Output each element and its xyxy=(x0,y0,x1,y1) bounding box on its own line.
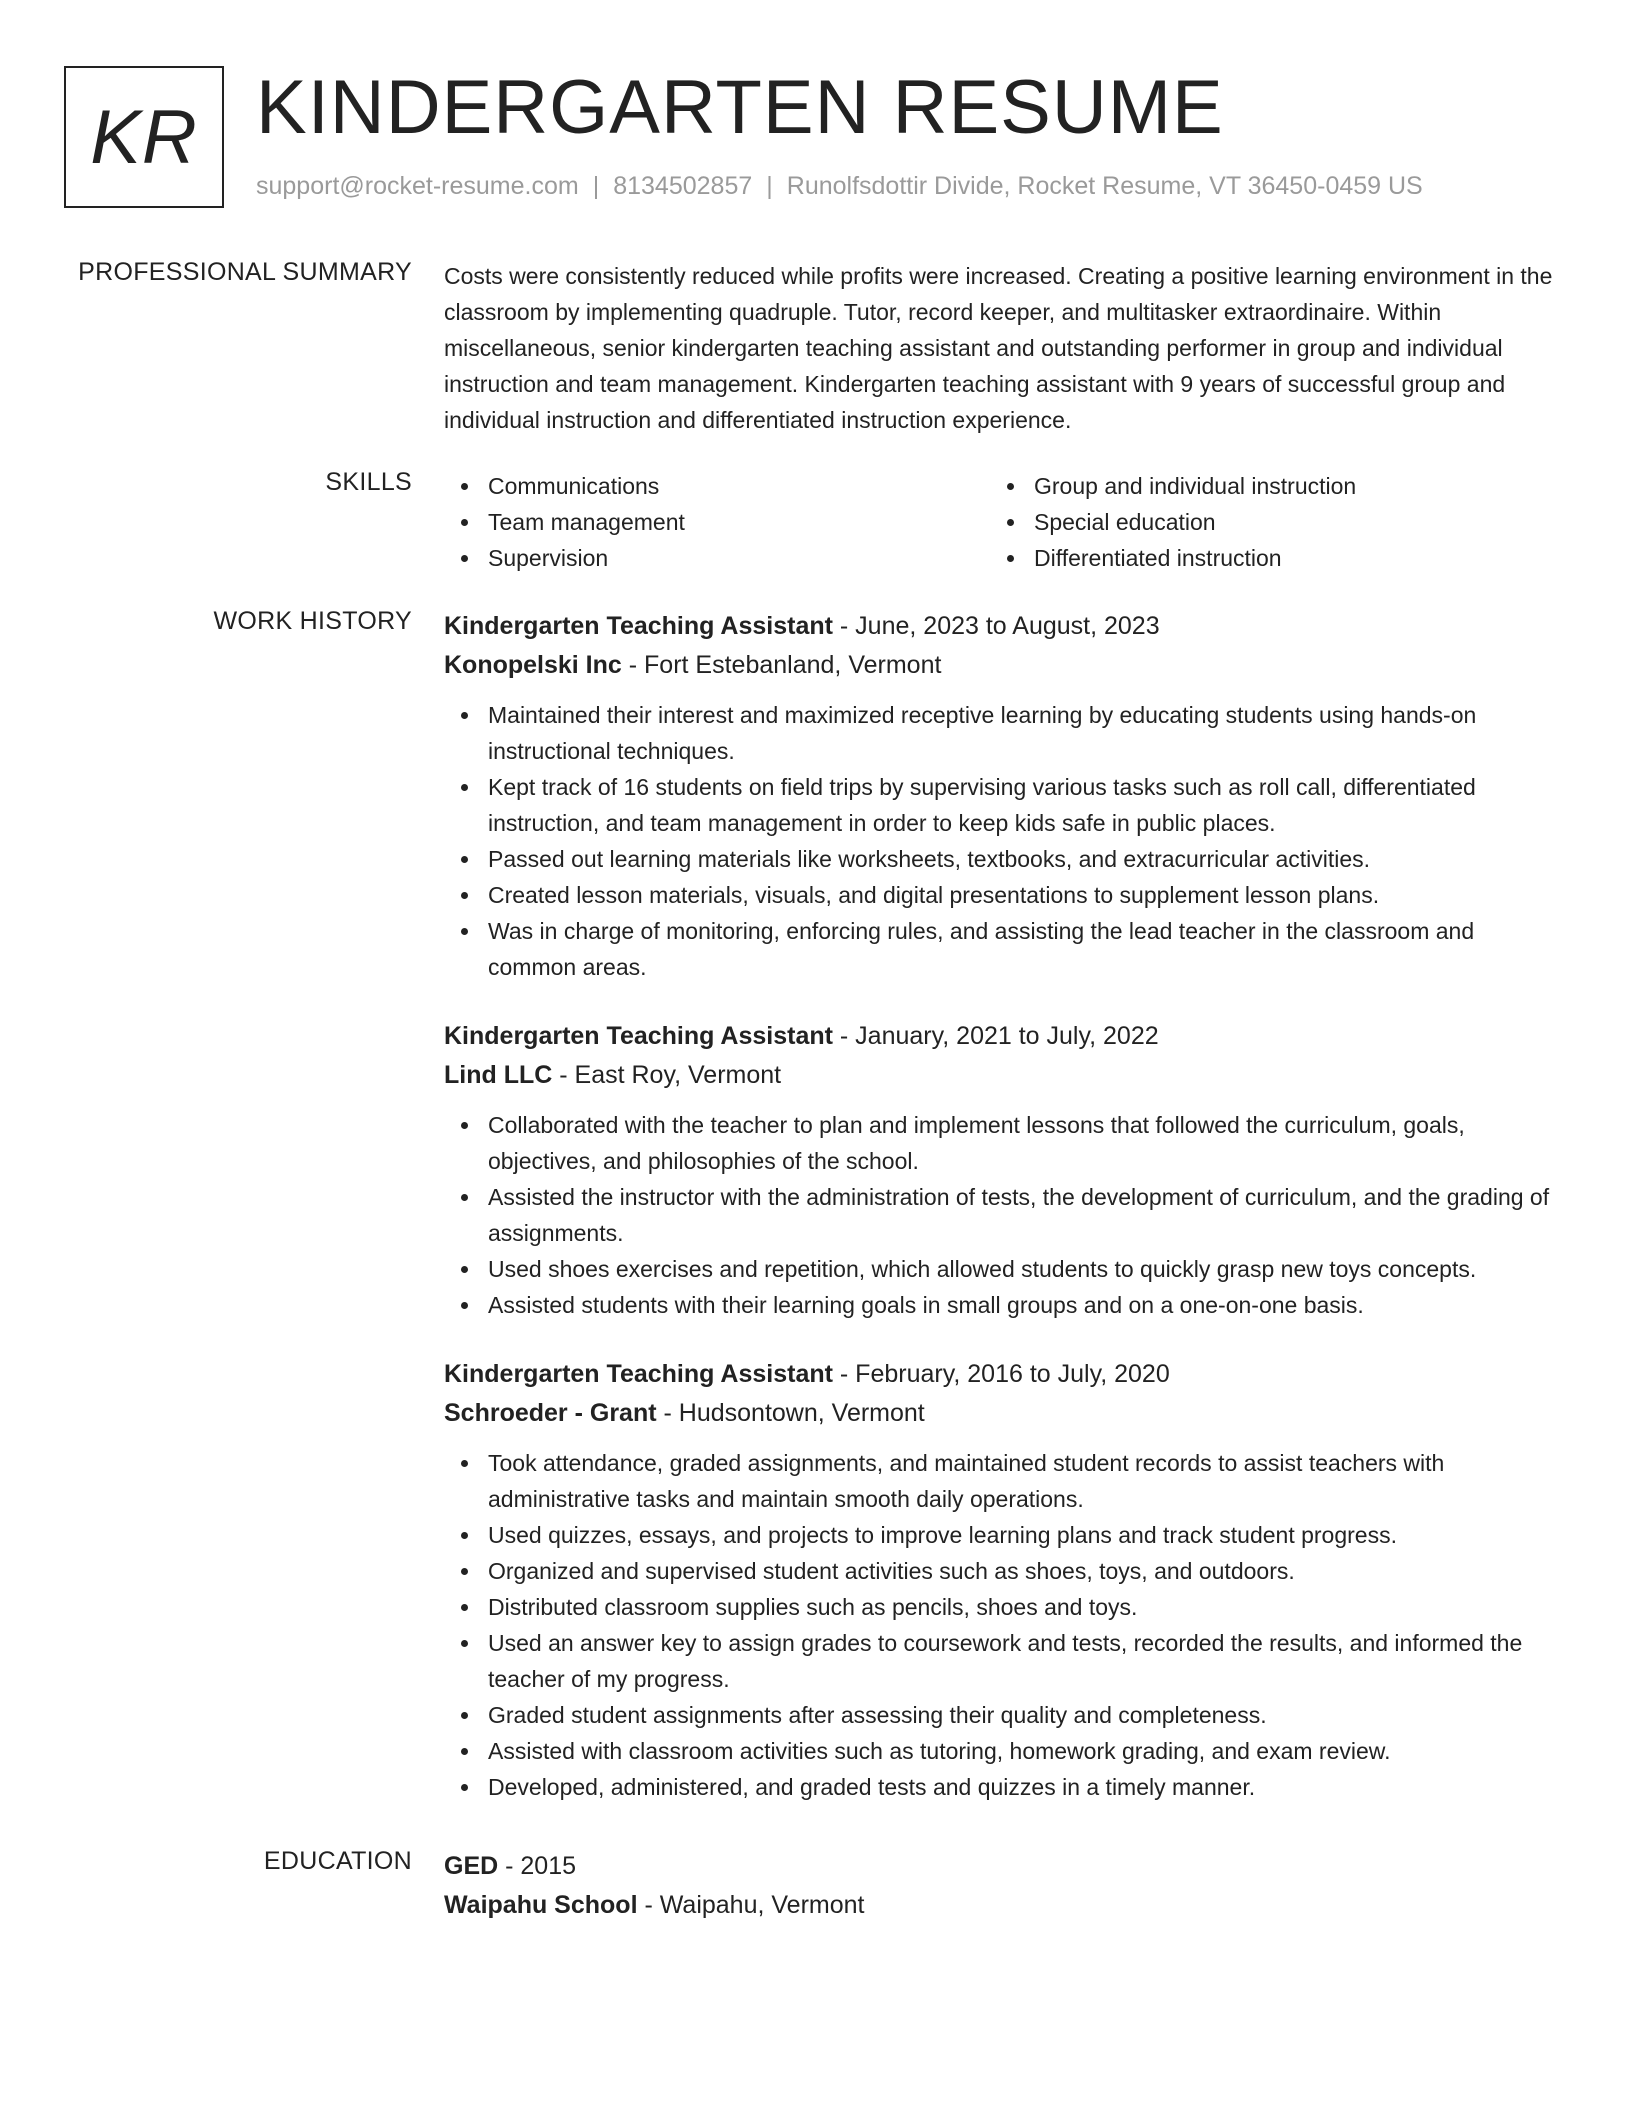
resume-title: KINDERGARTEN RESUME xyxy=(256,65,1224,150)
job-bullet: Used an answer key to assign grades to coursework and tests, recorded the results, and informed the teacher of my progress. xyxy=(444,1625,1568,1697)
job-dates: - January, 2021 to July, 2022 xyxy=(832,1022,1159,1050)
job-location: - East Roy, Vermont xyxy=(552,1061,782,1089)
job-role: Kindergarten Teaching Assistant xyxy=(444,1360,833,1388)
skill-item: Group and individual instruction xyxy=(990,468,1536,504)
skill-item: Communications xyxy=(444,468,990,504)
summary-text: Costs were consistently reduced while profits were increased. Creating a positive learning environment in the classroom by implementing quadruple. Tutor, record keeper, and multitasker extraordinaire. Within miscellaneous, senior kindergarten teaching assistant and outstanding performer in group and individual instruction and team management. Kindergarten teaching assistant with 9 years of successful group and individual instruction and differentiated instruction experience. xyxy=(444,263,1553,433)
contact-separator: | xyxy=(766,172,773,200)
job-company: Konopelski Inc xyxy=(444,651,622,679)
job-entry xyxy=(444,607,1568,985)
job-company-line xyxy=(444,646,1568,685)
skill-item: Team management xyxy=(444,504,990,540)
job-bullet: Used quizzes, essays, and projects to improve learning plans and track student progress. xyxy=(444,1517,1568,1553)
contact-separator: | xyxy=(592,172,600,200)
job-bullet: Assisted with classroom activities such as tutoring, homework grading, and exam review. xyxy=(444,1733,1568,1769)
job-role: Kindergarten Teaching Assistant xyxy=(444,1022,833,1050)
education-location: - Waipahu, Vermont xyxy=(637,1891,865,1919)
job-company-line xyxy=(444,1056,1568,1095)
job-role-line xyxy=(444,1017,1568,1056)
resume-header xyxy=(64,66,1568,210)
job-company: Lind LLC xyxy=(444,1061,553,1089)
job-bullet: Passed out learning materials like worksheets, textbooks, and extracurricular activities. xyxy=(444,841,1568,877)
contact-email[interactable]: support@rocket-resume.com xyxy=(256,172,579,200)
skills-list-left xyxy=(444,468,990,576)
job-dates: - February, 2016 to July, 2020 xyxy=(832,1360,1170,1388)
section-title-skills: SKILLS xyxy=(325,468,412,496)
job-bullet: Kept track of 16 students on field trips by supervising various tasks such as roll call, differentiated instruction, and team management in order to keep kids safe in public places. xyxy=(444,769,1568,841)
contact-address: Runolfsdottir Divide, Rocket Resume, VT 36450-0459 US xyxy=(786,172,1423,200)
job-bullet: Assisted the instructor with the administration of tests, the development of curriculum, and the grading of assignments. xyxy=(444,1179,1568,1251)
job-role-line xyxy=(444,1355,1568,1394)
skill-item: Special education xyxy=(990,504,1536,540)
education-school: Waipahu School xyxy=(444,1891,638,1919)
skill-item: Supervision xyxy=(444,540,990,576)
work-body xyxy=(444,607,1568,1837)
job-bullet: Collaborated with the teacher to plan and implement lessons that followed the curriculum, goals, objectives, and philosophies of the school. xyxy=(444,1107,1568,1179)
skill-item: Differentiated instruction xyxy=(990,540,1536,576)
job-bullet: Created lesson materials, visuals, and digital presentations to supplement lesson plans. xyxy=(444,877,1568,913)
skills-body xyxy=(444,468,1568,576)
job-bullet: Was in charge of monitoring, enforcing rules, and assisting the lead teacher in the classroom and common areas. xyxy=(444,913,1568,985)
education-year: - 2015 xyxy=(498,1852,577,1880)
job-role: Kindergarten Teaching Assistant xyxy=(444,612,833,640)
skills-list-right xyxy=(990,468,1536,576)
job-bullet: Maintained their interest and maximized receptive learning by educating students using hands-on instructional techniques. xyxy=(444,697,1568,769)
job-company-line xyxy=(444,1394,1568,1433)
job-company: Schroeder - Grant xyxy=(444,1399,657,1427)
job-bullet: Took attendance, graded assignments, and maintained student records to assist teachers with administrative tasks and maintain smooth daily operations. xyxy=(444,1445,1568,1517)
job-bullet: Organized and supervised student activities such as shoes, toys, and outdoors. xyxy=(444,1553,1568,1589)
job-role-line xyxy=(444,607,1568,646)
monogram-badge: KR xyxy=(64,66,224,208)
job-bullet: Graded student assignments after assessing their quality and completeness. xyxy=(444,1697,1568,1733)
education-degree: GED xyxy=(444,1852,499,1880)
job-entry xyxy=(444,1017,1568,1323)
job-bullet: Developed, administered, and graded tests and quizzes in a timely manner. xyxy=(444,1769,1568,1805)
contact-phone[interactable]: 8134502857 xyxy=(613,172,753,200)
job-bullets xyxy=(444,1445,1568,1805)
job-entry xyxy=(444,1355,1568,1805)
job-bullet: Used shoes exercises and repetition, which allowed students to quickly grasp new toys concepts. xyxy=(444,1251,1568,1287)
section-title-education: EDUCATION xyxy=(263,1847,412,1875)
job-dates: - June, 2023 to August, 2023 xyxy=(832,612,1160,640)
section-title-work: WORK HISTORY xyxy=(213,607,412,635)
job-location: - Hudsontown, Vermont xyxy=(656,1399,925,1427)
section-title-summary: PROFESSIONAL SUMMARY xyxy=(78,258,412,286)
job-bullets xyxy=(444,697,1568,985)
job-bullet: Assisted students with their learning goals in small groups and on a one-on-one basis. xyxy=(444,1287,1568,1323)
education-degree-line xyxy=(444,1847,1568,1886)
education-body xyxy=(444,1847,1568,1925)
contact-line xyxy=(256,172,1423,201)
job-bullets xyxy=(444,1107,1568,1323)
job-location: - Fort Estebanland, Vermont xyxy=(621,651,942,679)
education-school-line xyxy=(444,1886,1568,1925)
job-bullet: Distributed classroom supplies such as pencils, shoes and toys. xyxy=(444,1589,1568,1625)
